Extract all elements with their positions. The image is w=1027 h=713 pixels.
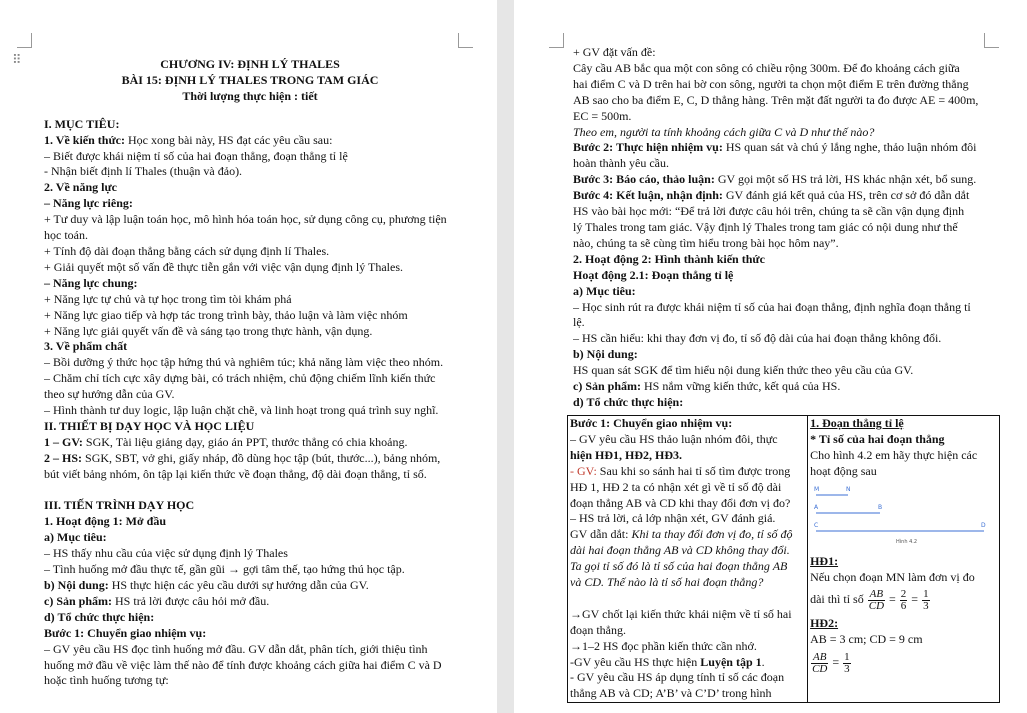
text-line: – Bồi dưỡng ý thức học tập hứng thú và nghiêm túc; khả năng làm việc theo nhóm. xyxy=(44,355,444,370)
text-line: 1. Về kiến thức: Học xong bài này, HS đạt các yêu cầu sau: xyxy=(44,132,333,147)
text-line: lệ. xyxy=(573,315,585,330)
sub-heading: * Tỉ số của hai đoạn thẳng xyxy=(810,431,945,446)
point-label-M: M xyxy=(814,485,820,493)
text-line: – Chăm chỉ tích cực xây dựng bài, có trách nhiệm, chủ động chiếm lĩnh kiến thức xyxy=(44,371,436,386)
text-line: d) Tổ chức thực hiện: xyxy=(573,394,684,409)
text-line: Bước 3: Báo cáo, thảo luận: GV gọi một số HS trả lời, HS khác nhận xét, bổ sung. xyxy=(573,172,977,187)
text-line: III. TIẾN TRÌNH DẠY HỌC xyxy=(44,498,195,513)
text-line: - Nhận biết định lí Thales (thuận và đảo). xyxy=(44,164,243,179)
text-line: học toán. xyxy=(44,228,88,243)
text-line: Hoạt động 2.1: Đoạn thẳng tỉ lệ xyxy=(573,267,734,282)
text-line: GV dẫn dắt: Khi ta thay đổi đơn vị đo, tỉ số độ xyxy=(570,527,793,542)
text-line xyxy=(44,483,456,499)
text-line: – Biết được khái niệm tỉ số của hai đoạn thẳng, đoạn thẳng tỉ lệ xyxy=(44,148,348,163)
text-line: -GV yêu cầu HS thực hiện Luyện tập 1. xyxy=(570,654,765,669)
text-line: – GV yêu cầu HS đọc tình huống mở đầu. GV dẫn dắt, phân tích, giới thiệu tình xyxy=(44,641,428,656)
text-line: b) Nội dung: HS thực hiện các yêu cầu dưới sự hướng dẫn của GV. xyxy=(44,577,369,592)
text-line: theo sự hướng dẫn của GV. xyxy=(44,387,175,402)
crop-mark xyxy=(549,33,564,48)
duration: Thời lượng thực hiện : tiết xyxy=(182,88,318,103)
text-line: - GV: Sau khi so sánh hai tỉ số tìm được trong xyxy=(570,463,791,478)
text-line: a) Mục tiêu: xyxy=(44,530,107,545)
text-line: b) Nội dung: xyxy=(573,347,638,362)
text-line: I. MỤC TIÊU: xyxy=(44,116,120,131)
page1-text xyxy=(44,57,456,689)
text-line: Ta gọi tỉ số đó là tỉ số của hai đoạn thẳng AB xyxy=(570,559,788,574)
text-line: và CD. Thế nào là tỉ số hai đoạn thẳng? xyxy=(570,575,764,590)
intro-text: Cho hình 4.2 em hãy thực hiện các xyxy=(810,447,978,462)
activity-table xyxy=(567,415,1000,703)
text-line: Bước 1: Chuyển giao nhiệm vụ: xyxy=(570,416,733,430)
text-line: →1–2 HS đọc phần kiến thức cần nhớ. xyxy=(570,638,757,653)
text-line: – HS thấy nhu cầu của việc sử dụng định lý Thales xyxy=(44,546,288,561)
page2-body xyxy=(573,45,999,411)
intro-text: hoạt động sau xyxy=(810,463,877,478)
text-line: đoạn thẳng AB và CD khi thay đổi đơn vị đo? xyxy=(570,495,791,510)
text-line: a) Mục tiêu: xyxy=(573,283,636,298)
text-line: II. THIẾT BỊ DẠY HỌC VÀ HỌC LIỆU xyxy=(44,418,255,433)
text-line: hai điểm C và D trên hai bờ con sông, người ta chọn một điểm E trên đường thẳng xyxy=(573,76,969,91)
text-line: HĐ 1, HĐ 2 ta có nhận xét gì về tỉ số độ dài xyxy=(570,479,782,494)
text-line: 2 – HS: SGK, SBT, vở ghi, giấy nháp, đồ dùng học tập (bút, thước...), bảng nhóm, xyxy=(44,450,441,465)
text-line: Cây cầu AB bắc qua một con sông có chiều rộng 300m. Để đo khoảng cách giữa xyxy=(573,60,960,75)
document-page-right xyxy=(514,0,1027,713)
text-line: – Tình huống mở đầu thực tế, gần gũi → gợi tâm thế, tạo hứng thú học tập. xyxy=(44,562,405,577)
text-line: – Năng lực riêng: xyxy=(44,196,133,211)
text-line: hiện HĐ1, HĐ2, HĐ3. xyxy=(570,447,683,462)
fraction: $\frac{1}{3}$ xyxy=(844,651,850,675)
point-label-D: D xyxy=(981,521,986,529)
page2-text xyxy=(573,45,999,411)
text-line: dài hai đoạn thẳng AB và CD không thay đổi. xyxy=(570,543,790,558)
table-left-cell xyxy=(568,416,808,703)
text-line: huống mở đầu về việc làm thế nào để tính được khoảng cách giữa hai điểm C và D xyxy=(44,657,442,672)
chapter-title: CHƯƠNG IV: ĐỊNH LÝ THALES xyxy=(160,57,340,71)
fraction: $\frac{2}{6}$ xyxy=(900,588,907,613)
text-line: AB sao cho ba điểm E, C, D thẳng hàng. Trên mặt đất người ta đo được AE = 400m, xyxy=(573,92,979,107)
text-line: 2. Hoạt động 2: Hình thành kiến thức xyxy=(573,251,765,266)
text-line: EC = 500m. xyxy=(573,108,632,123)
text-line: + Năng lực giải quyết vấn đề và sáng tạo trong thực hành, vận dụng. xyxy=(44,323,373,338)
fraction: $\frac{AB}{CD}$ xyxy=(812,651,828,675)
text-line: – Hình thành tư duy logic, lập luận chặt chẽ, và linh hoạt trong quá trình suy nghĩ. xyxy=(44,403,439,418)
fraction: $\frac{1}{3}$ xyxy=(923,588,929,613)
text-line: Bước 2: Thực hiện nhiệm vụ: HS quan sát và chú ý lắng nghe, thảo luận nhóm đôi xyxy=(573,140,977,155)
text-line: 3. Về phẩm chất xyxy=(44,339,128,354)
text-line: đoạn thẳng. xyxy=(570,622,626,637)
text-line: lý Thales trong tam giác. Vậy định lý Thales trong tam giác có nội dung như thế xyxy=(573,219,958,234)
text-line: 1. Hoạt động 1: Mở đầu xyxy=(44,514,166,529)
text-line: hoàn thành yêu cầu. xyxy=(573,156,669,171)
document-page-left xyxy=(0,0,497,713)
crop-mark xyxy=(17,33,32,48)
text-line: c) Sản phẩm: HS trả lời được câu hỏi mở đầu. xyxy=(44,593,270,608)
text-line: – Học sinh rút ra được khái niệm tỉ số của hai đoạn thẳng, định nghĩa đoạn thẳng tỉ xyxy=(573,299,971,314)
point-label-N: N xyxy=(846,485,851,493)
text-line: →GV chốt lại kiến thức khái niệm về tỉ số hai xyxy=(570,606,792,621)
lesson-title: BÀI 15: ĐỊNH LÝ THALES TRONG TAM GIÁC xyxy=(121,72,379,87)
text-line: + Giải quyết một số vấn đề thực tiễn gắn với việc vận dụng định lý Thales. xyxy=(44,259,403,274)
text-line: – HS trả lời, cả lớp nhận xét, GV đánh giá. xyxy=(570,511,776,526)
text-line: hoặc tình huống tương tự: xyxy=(44,673,169,688)
fraction: $\frac{AB}{CD}$ xyxy=(868,588,885,613)
text-line: + Năng lực giao tiếp và hợp tác trong trình bày, thảo luận và làm việc nhóm xyxy=(44,307,408,322)
drag-handle-icon[interactable]: ⠿ xyxy=(12,53,22,68)
point-label-A: A xyxy=(814,503,819,511)
segments-figure xyxy=(810,483,990,551)
point-label-C: C xyxy=(814,521,819,529)
text-line: thẳng AB và CD; A’B’ và C’D’ trong hình xyxy=(570,686,772,701)
text-line: d) Tổ chức thực hiện: xyxy=(44,609,155,624)
text-line: HS vào bài học mới: “Để trả lời được câu hỏi trên, chúng ta sẽ cần vận dụng định xyxy=(573,204,965,219)
text-line: + Tư duy và lập luận toán học, mô hình hóa toán học, sử dụng công cụ, phương tiện xyxy=(44,212,447,227)
hd1-title: HĐ1: xyxy=(810,553,839,568)
text-line: nào, chúng ta sẽ cùng tìm hiểu trong bài học hôm nay”. xyxy=(573,235,839,250)
section-heading: 1. Đoạn thẳng tỉ lệ xyxy=(810,416,904,430)
text-line: + Tính độ dài đoạn thẳng bằng cách sử dụng định lí Thales. xyxy=(44,243,330,258)
text-line: 2. Về năng lực xyxy=(44,180,117,195)
figure-4-2 xyxy=(810,483,997,551)
hd2-ratio: $\frac{AB}{CD}$ = $\frac{1}{3}$ xyxy=(812,651,850,675)
figure-caption: Hình 4.2 xyxy=(896,538,918,545)
text-line: Bước 4: Kết luận, nhận định: GV đánh giá kết quả của HS, trên cơ sở đó dẫn dắt xyxy=(573,188,970,203)
point-label-B: B xyxy=(878,503,883,511)
text-line: 1 – GV: SGK, Tài liệu giảng dạy, giáo án PPT, thước thẳng có chia khoảng. xyxy=(44,434,408,449)
table-right-cell xyxy=(808,416,1000,703)
page1-body xyxy=(44,117,456,690)
text-line: - GV yêu cầu HS áp dụng tính tỉ số các đoạn xyxy=(570,670,785,685)
hd1-prefix: dài thì tỉ số xyxy=(810,592,864,607)
text-line: HS quan sát SGK để tìm hiểu nội dung kiến thức theo yêu cầu của GV. xyxy=(573,363,914,378)
text-line xyxy=(570,591,805,607)
hd2-title: HĐ2: xyxy=(810,616,839,631)
text-line: + Năng lực tự chủ và tự học trong tìm tòi khám phá xyxy=(44,291,292,306)
text-line: bút viết bảng nhóm, ôn tập lại kiến thức về đoạn thẳng, độ dài đoạn thẳng, tỉ số. xyxy=(44,466,427,481)
text-line: + GV đặt vấn đề: xyxy=(573,45,656,59)
text-line: c) Sản phẩm: HS nắm vững kiến thức, kết quả của HS. xyxy=(573,379,841,394)
text-line: – HS cần hiểu: khi thay đơn vị đo, tỉ số độ dài của hai đoạn thẳng không đổi. xyxy=(573,331,942,346)
crop-mark xyxy=(458,33,473,48)
hd2-text: AB = 3 cm; CD = 9 cm xyxy=(810,632,923,647)
text-line: Bước 1: Chuyển giao nhiệm vụ: xyxy=(44,625,207,640)
hd1-text: Nếu chọn đoạn MN làm đơn vị đo xyxy=(810,569,975,584)
text-line: – GV yêu cầu HS thảo luận nhóm đôi, thực xyxy=(570,431,778,446)
text-line: – Năng lực chung: xyxy=(44,275,138,290)
text-line: Theo em, người ta tính khoảng cách giữa C và D như thế nào? xyxy=(573,124,875,139)
hd1-ratio: dài thì tỉ số $\frac{AB}{CD}$ = $\frac{2}{6}$ = $\frac{1}{3}$ xyxy=(810,588,929,613)
